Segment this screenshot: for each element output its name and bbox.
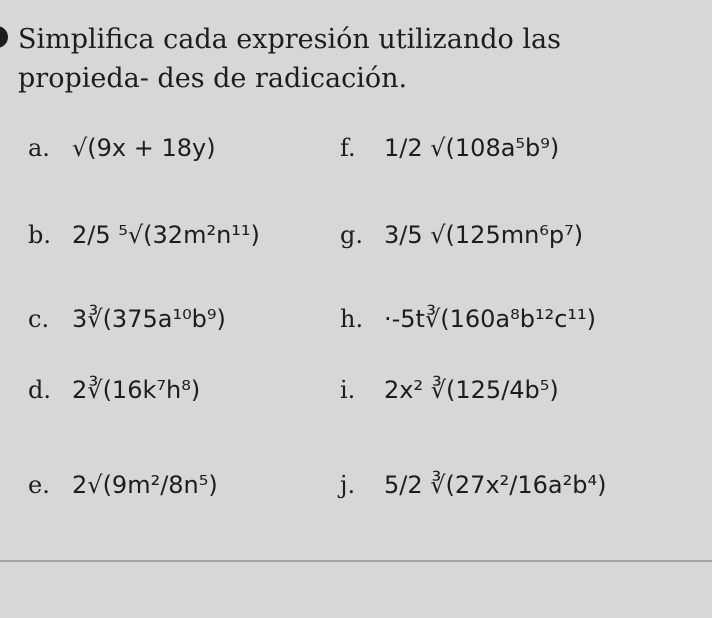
exercise-label: a. xyxy=(28,134,50,162)
exercise-b xyxy=(28,200,260,270)
exercise-c xyxy=(28,284,226,354)
bullet-marker xyxy=(0,26,8,48)
exercise-label: g. xyxy=(340,221,363,249)
exercise-label: h. xyxy=(340,305,364,333)
exercise-j xyxy=(340,450,606,520)
exercise-label: e. xyxy=(28,471,50,499)
exercise-expression: 2∛(16k⁷h⁸) xyxy=(72,376,201,404)
exercise-expression: 3/5 √(125mn⁶p⁷) xyxy=(384,221,584,249)
exercise-d xyxy=(28,355,200,425)
exercise-expression: 3∛(375a¹⁰b⁹) xyxy=(72,305,226,333)
exercise-label: d. xyxy=(28,376,51,404)
page-edge-line xyxy=(0,560,712,562)
instruction-text: Simplifica cada expresión utilizando las propieda- des de radicación. xyxy=(18,24,561,94)
exercise-expression: 5/2 ∛(27x²/16a²b⁴) xyxy=(384,471,607,499)
exercise-expression: 2√(9m²/8n⁵) xyxy=(72,471,218,499)
exercise-i xyxy=(340,355,559,425)
exercise-expression: ·-5t∛(160a⁸b¹²c¹¹) xyxy=(384,305,597,333)
exercise-expression: √(9x + 18y) xyxy=(72,134,216,162)
exercise-expression: 2/5 ⁵√(32m²n¹¹) xyxy=(72,221,260,249)
exercise-label: b. xyxy=(28,221,51,249)
exercise-label: f. xyxy=(340,134,356,162)
exercise-e xyxy=(28,450,218,520)
exercise-g xyxy=(340,200,583,270)
exercise-label: c. xyxy=(28,305,50,333)
exercise-expression: 2x² ∛(125/4b⁵) xyxy=(384,376,559,404)
exercise-label: j. xyxy=(340,471,356,499)
exercise-a xyxy=(28,113,216,183)
exercise-label: i. xyxy=(340,376,356,404)
exercise-h xyxy=(340,284,596,354)
exercise-expression: 1/2 √(108a⁵b⁹) xyxy=(384,134,560,162)
exercise-f xyxy=(340,113,559,183)
